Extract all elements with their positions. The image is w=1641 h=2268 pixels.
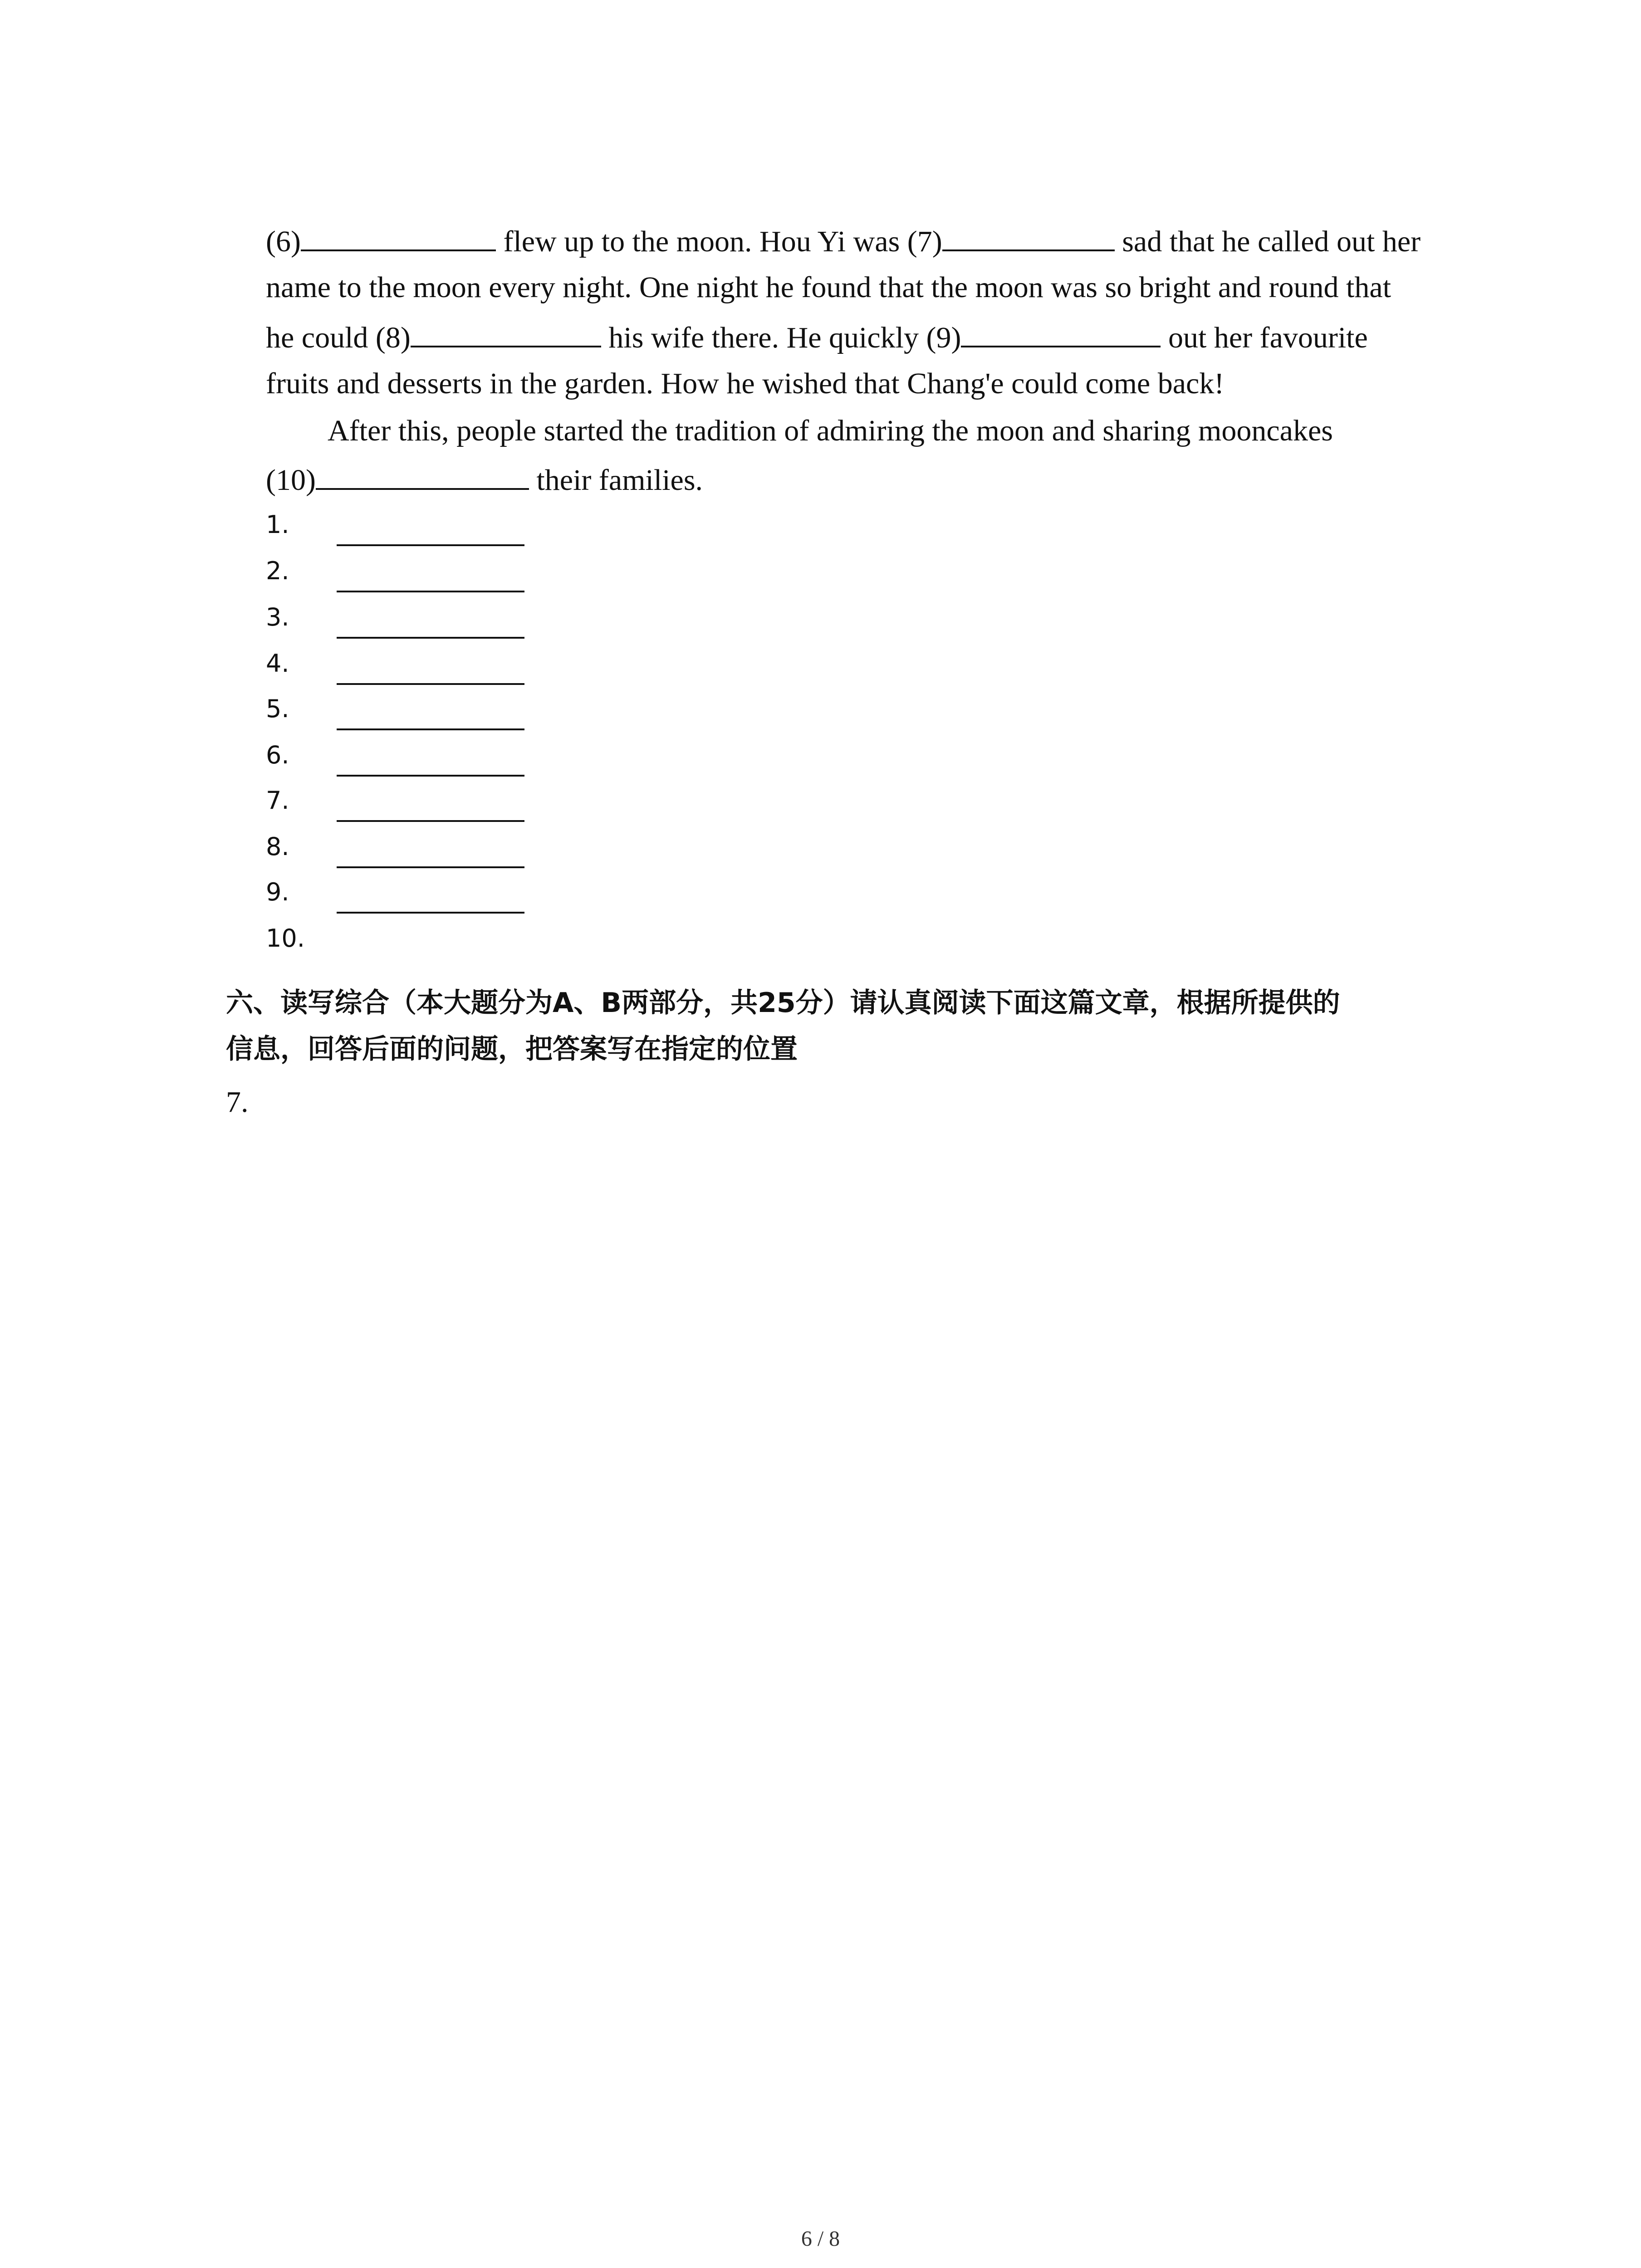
answer-line[interactable]: [337, 683, 524, 685]
answer-line[interactable]: [337, 591, 524, 592]
answer-row: [266, 509, 583, 541]
passage-line-1: [266, 222, 1491, 260]
answer-row: [266, 876, 583, 908]
answer-line[interactable]: [337, 544, 524, 546]
passage-text: After this, people started the tradition of admiring the moon and sharing mooncakes: [328, 414, 1333, 447]
answer-number: 9.: [266, 878, 289, 906]
answer-line[interactable]: [337, 866, 524, 868]
passage-line-6: [266, 461, 1491, 499]
passage-text: his wife there. He quickly (9): [601, 321, 961, 354]
answer-line[interactable]: [337, 820, 524, 822]
passage-text: (10): [266, 464, 316, 497]
answer-row: [266, 831, 583, 863]
passage-text: their families.: [529, 464, 703, 497]
answer-row: [266, 923, 583, 954]
answer-line[interactable]: [337, 728, 524, 730]
answer-number: 5.: [266, 694, 289, 723]
passage-text: (6): [266, 225, 301, 258]
answer-line[interactable]: [337, 775, 524, 777]
answer-row: [266, 648, 583, 679]
blank-8[interactable]: [411, 318, 601, 347]
page-indicator: 6 / 8: [801, 2227, 840, 2251]
blank-7[interactable]: [942, 222, 1115, 251]
passage-text: sad that he called out her: [1114, 225, 1421, 258]
passage-text: flew up to the moon. Hou Yi was (7): [495, 225, 942, 258]
answer-number: 2.: [266, 557, 289, 585]
passage-line-3: [266, 318, 1491, 356]
answer-row: [266, 693, 583, 725]
answer-number: 7.: [266, 786, 289, 815]
answer-number: 10.: [266, 924, 305, 953]
passage-line-5: [328, 413, 1553, 449]
passage-text: fruits and desserts in the garden. How he wished that Chang'e could come back!: [266, 367, 1225, 400]
passage-text: out her favourite: [1161, 321, 1368, 354]
question-number: 7.: [226, 1085, 249, 1119]
answer-number: 4.: [266, 649, 289, 678]
passage-line-2: [266, 269, 1491, 306]
blank-6[interactable]: [301, 222, 496, 251]
answer-number: 1.: [266, 510, 289, 539]
section-title-line-2: 信息，回答后面的问题，把答案写在指定的位置: [226, 1033, 798, 1065]
answer-row: [266, 601, 583, 633]
passage-text: name to the moon every night. One night he found that the moon was so bright and round that: [266, 271, 1391, 304]
answer-row: [266, 785, 583, 816]
answer-line[interactable]: [337, 912, 524, 914]
blank-10[interactable]: [316, 461, 529, 490]
answer-number: 8.: [266, 832, 289, 861]
answer-line[interactable]: [337, 637, 524, 639]
passage-text: he could (8): [266, 321, 411, 354]
answer-number: 3.: [266, 603, 289, 631]
blank-9[interactable]: [961, 318, 1161, 347]
section-title-line-1: 六、读写综合（本大题分为A、B两部分，共25分）请认真阅读下面这篇文章，根据所提供的: [226, 987, 1340, 1019]
answer-row: [266, 739, 583, 771]
passage-line-4: [266, 366, 1491, 402]
answer-number: 6.: [266, 741, 289, 769]
answer-row: [266, 555, 583, 587]
